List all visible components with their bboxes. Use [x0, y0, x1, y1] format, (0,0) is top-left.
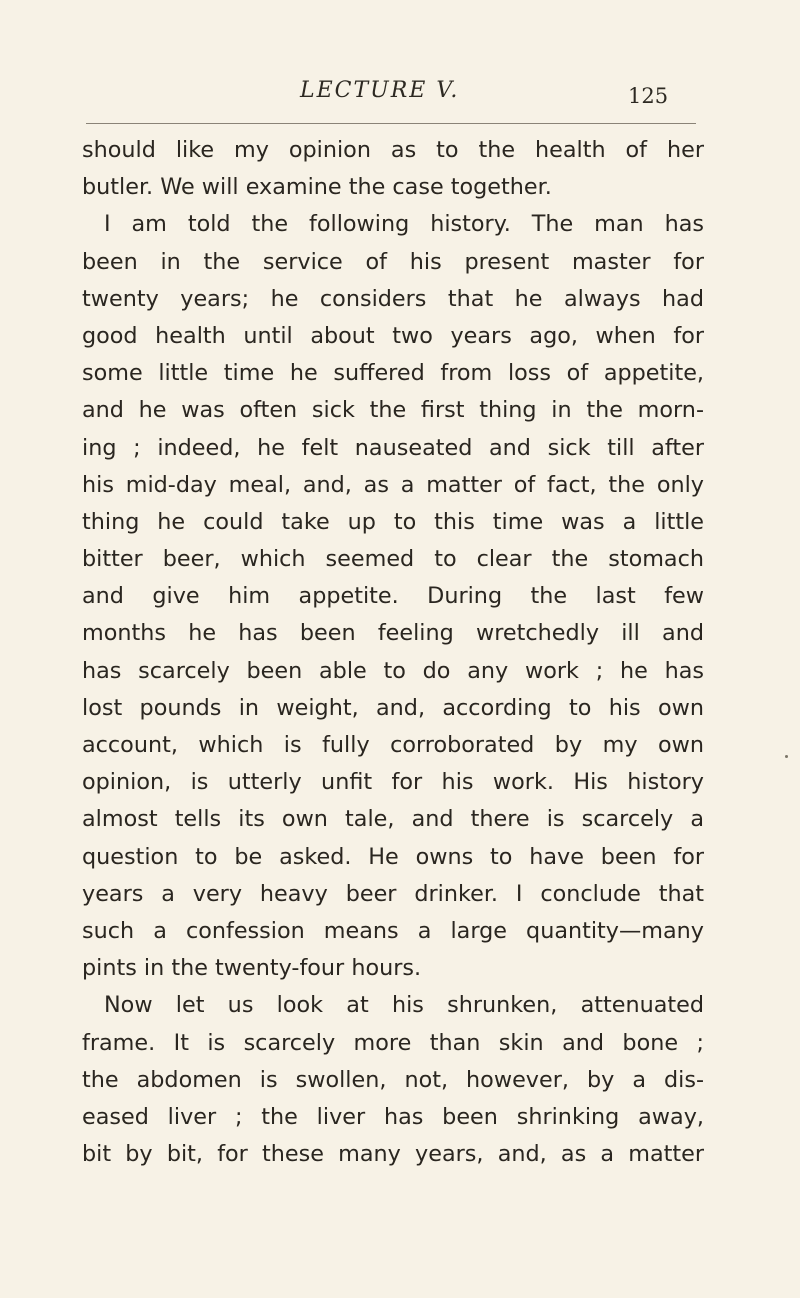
text-line: lost pounds in weight, and, according to his own	[82, 694, 704, 721]
text-line: months he has been feeling wretchedly ill and	[82, 620, 704, 647]
text-line: ing ; indeed, he felt nauseated and sick till after	[82, 434, 704, 461]
text-line: years a very heavy beer drinker. I conclude that	[82, 880, 704, 907]
text-line: bitter beer, which seemed to clear the stomach	[82, 546, 704, 573]
text-line: some little time he suffered from loss of appetite,	[82, 360, 704, 387]
page-number: 125	[628, 84, 669, 108]
text-line: almost tells its own tale, and there is scarcely a	[82, 806, 704, 833]
text-line: frame. It is scarcely more than skin and bone ;	[82, 1029, 704, 1056]
text-line: Now let us look at his shrunken, attenuated	[104, 992, 704, 1019]
running-head: LECTURE V.	[300, 78, 460, 103]
text-line: butler. We will examine the case together.	[82, 174, 552, 201]
text-line: his mid-day meal, and, as a matter of fact, the only	[82, 471, 704, 498]
header-rule	[86, 123, 696, 124]
text-line: good health until about two years ago, when for	[82, 322, 704, 349]
text-line: question to be asked. He owns to have been for	[82, 843, 704, 870]
text-line: been in the service of his present master for	[82, 248, 704, 275]
text-line: has scarcely been able to do any work ; he has	[82, 657, 704, 684]
text-line: the abdomen is swollen, not, however, by a dis-	[82, 1066, 704, 1093]
text-line: bit by bit, for these many years, and, as a matter	[82, 1141, 704, 1168]
text-line: and he was often sick the first thing in the morn-	[82, 397, 704, 424]
text-line: thing he could take up to this time was a little	[82, 508, 704, 535]
text-line: opinion, is utterly unfit for his work. His history	[82, 769, 704, 796]
text-line: such a confession means a large quantity—many	[82, 917, 704, 944]
text-line: and give him appetite. During the last few	[82, 583, 704, 610]
text-line: should like my opinion as to the health of her	[82, 137, 704, 163]
text-line: account, which is fully corroborated by my own	[82, 732, 704, 758]
text-line: eased liver ; the liver has been shrinking away,	[82, 1103, 704, 1130]
text-line: pints in the twenty-four hours.	[82, 955, 422, 982]
body-text	[82, 132, 704, 1173]
text-line: I am told the following history. The man has	[104, 211, 704, 238]
ink-speck	[785, 755, 788, 758]
text-line: twenty years; he considers that he always had	[82, 285, 704, 312]
